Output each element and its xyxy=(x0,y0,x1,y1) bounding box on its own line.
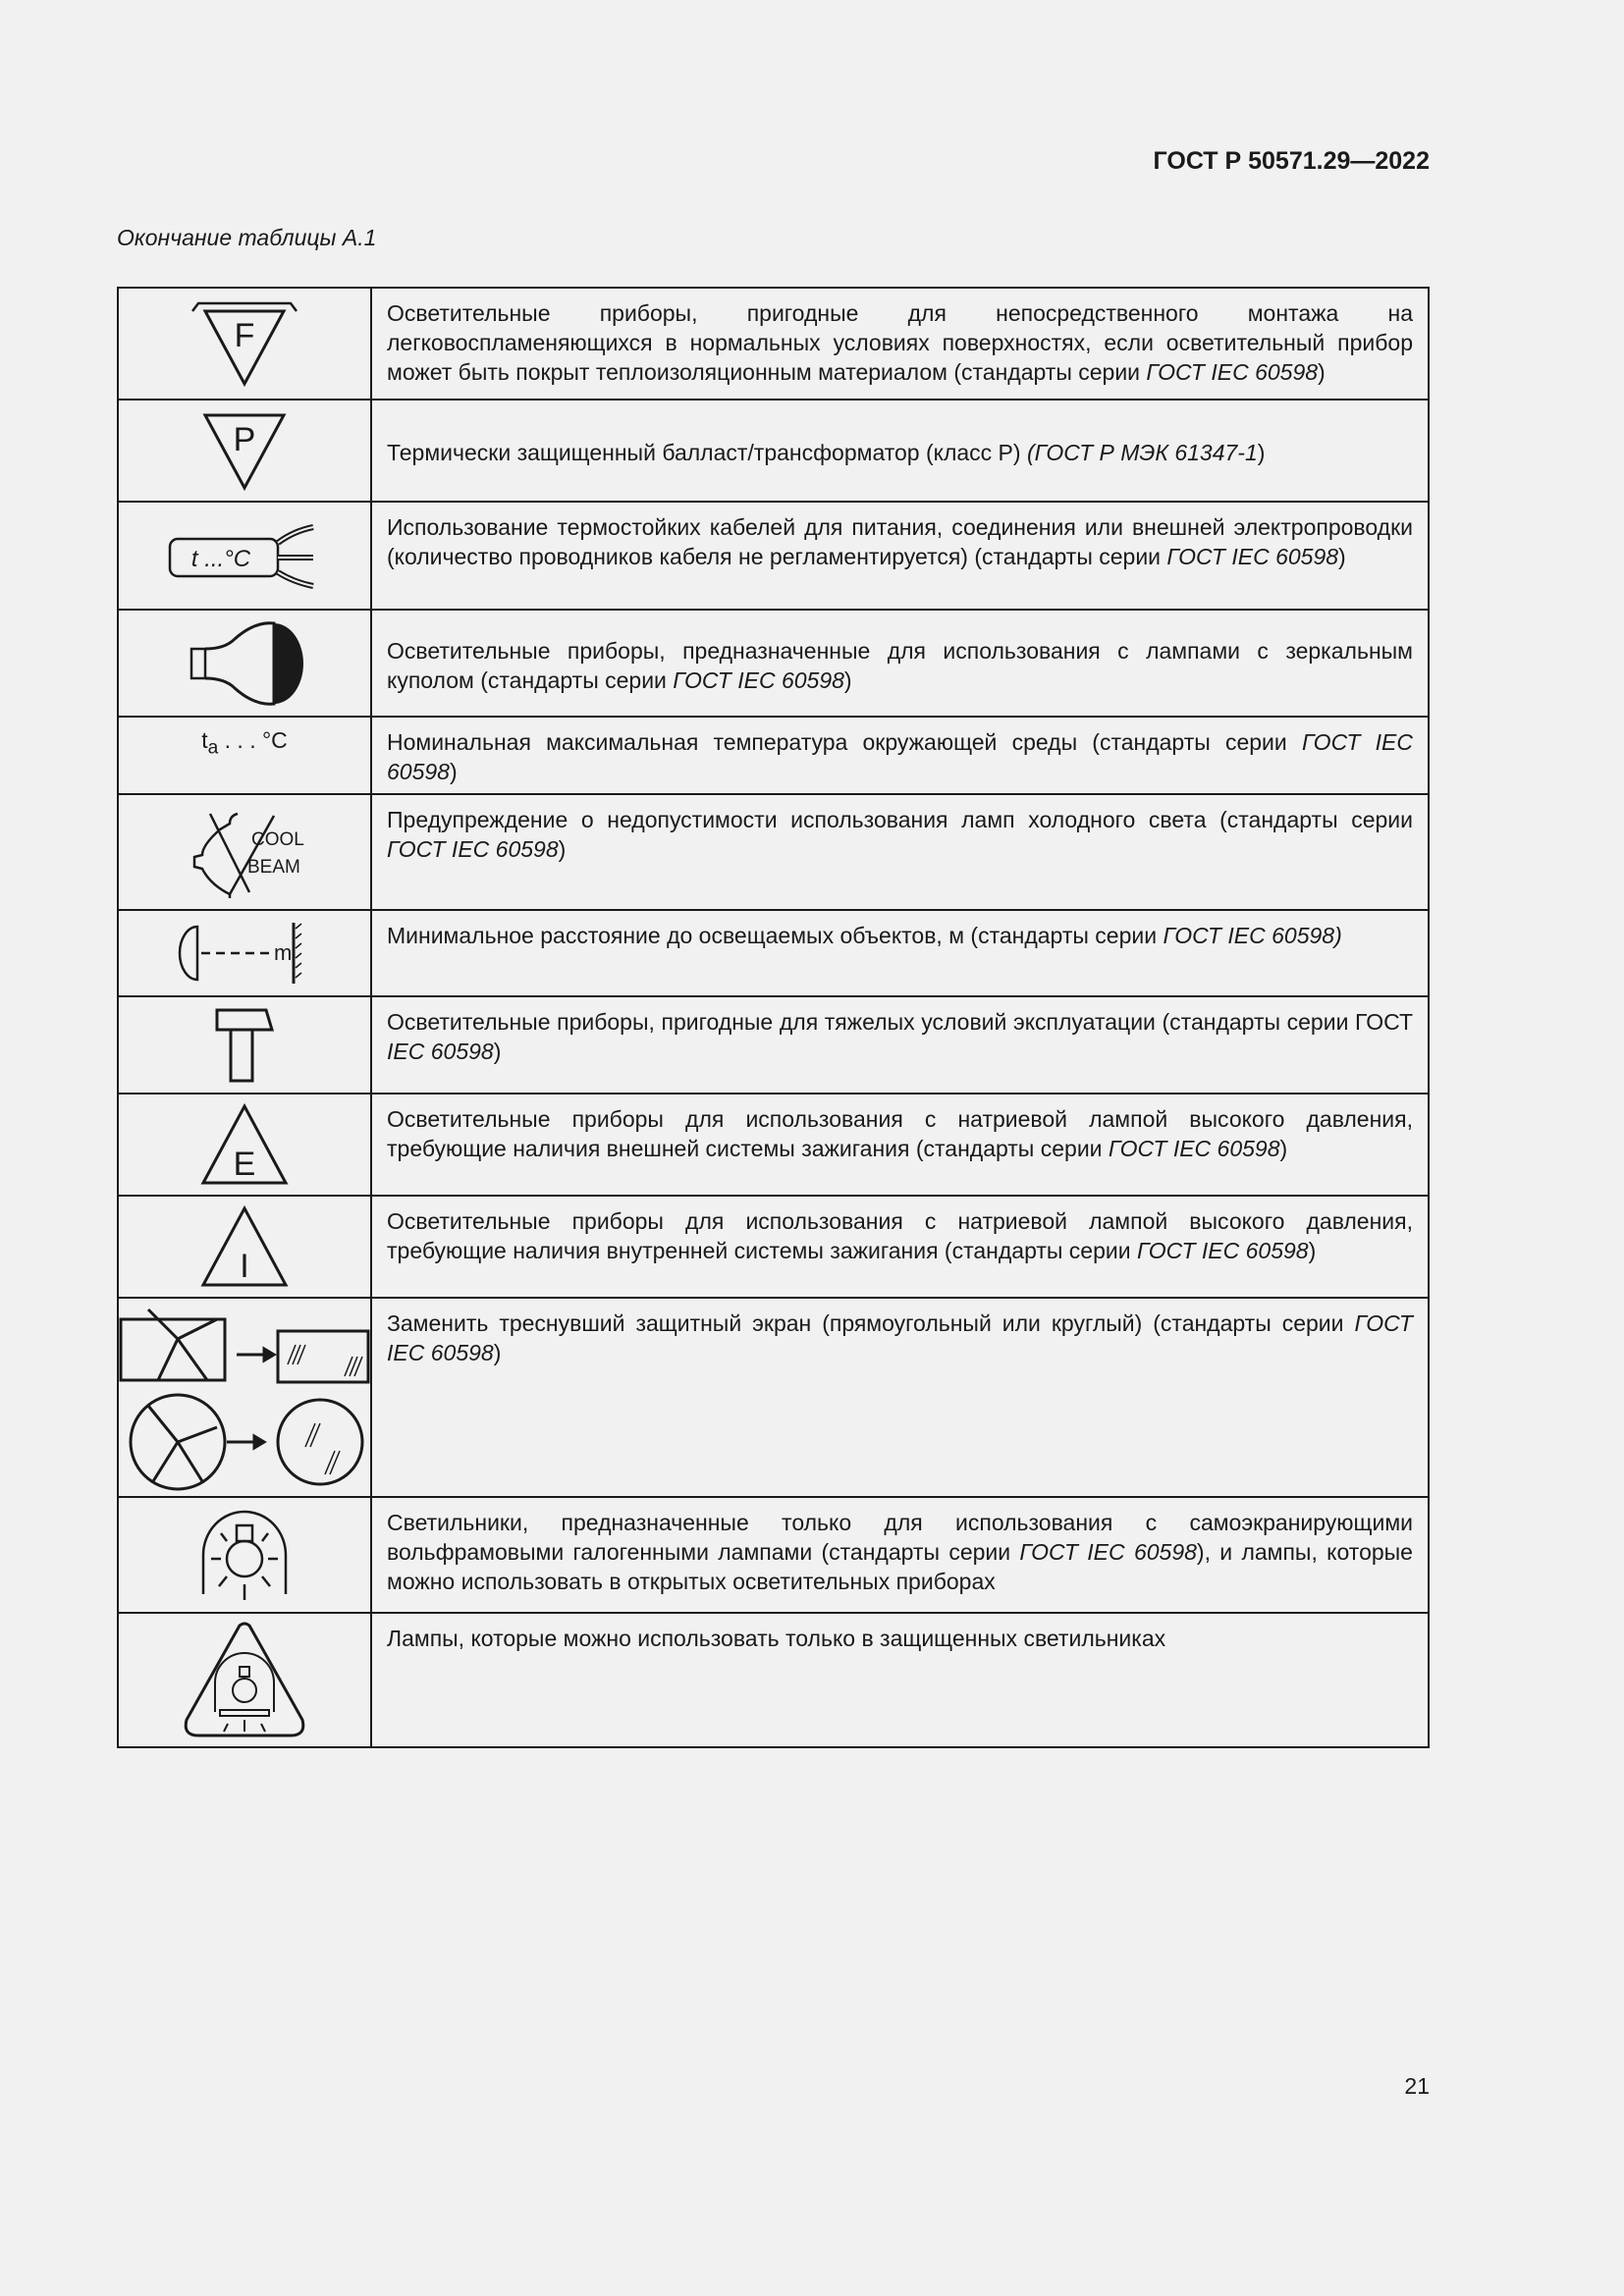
symbol-cell xyxy=(118,910,371,996)
standard-reference: ГОСТ IEC 60598 xyxy=(1136,1238,1309,1263)
mirror-dome-lamp-icon xyxy=(176,619,313,708)
minimum-distance-icon xyxy=(176,919,313,988)
description-text: Лампы, которые можно использовать только в защищенных светильниках xyxy=(387,1626,1166,1651)
svg-text:I: I xyxy=(240,1248,249,1285)
description-cell xyxy=(371,1497,1429,1613)
description-cell xyxy=(371,1298,1429,1497)
description-text: Термически защищенный балласт/трансформатор (класс Р) xyxy=(387,440,1027,465)
symbol-cell xyxy=(118,288,371,400)
symbol-cell xyxy=(118,717,371,794)
table-row xyxy=(118,502,1429,610)
flammable-surface-f-icon xyxy=(181,299,308,388)
symbol-cell xyxy=(118,794,371,910)
description-text: ) xyxy=(1318,359,1326,385)
description-text: ) xyxy=(493,1340,502,1365)
table-row xyxy=(118,717,1429,794)
standard-reference: ГОСТ IEC 60598 xyxy=(1146,359,1319,385)
standard-reference: ГОСТ IEC 60598 xyxy=(387,836,559,862)
description-text: ) xyxy=(449,759,458,784)
symbol-cell xyxy=(118,1094,371,1196)
description-cell xyxy=(371,288,1429,400)
description-text: ) xyxy=(558,836,567,862)
self-shielded-halogen-lamp-icon xyxy=(195,1506,294,1604)
description-text: Осветительные приборы, пригодные для непосредственного монтажа на легковоспламеняющихся в нормальных условиях поверхностях, если осветительный прибор может быть покрыт теплоизоляционным материалом (стандарты серии xyxy=(387,300,1413,385)
table-row xyxy=(118,1196,1429,1298)
symbols-table xyxy=(117,287,1430,1748)
standard-reference: ГОСТ IEC 60598 xyxy=(387,729,1413,784)
symbol-cell xyxy=(118,1613,371,1747)
standard-reference: ГОСТ IEC 60598) xyxy=(1163,923,1342,948)
svg-text:E: E xyxy=(233,1146,256,1183)
standard-reference: ГОСТ IEC 60598 xyxy=(673,667,844,693)
table-row xyxy=(118,996,1429,1094)
description-cell xyxy=(371,1613,1429,1747)
description-text: Использование термостойких кабелей для питания, соединения или внешней электропроводки (количество проводников кабеля не регламентируется) (стандарты серии xyxy=(387,514,1413,569)
svg-text:t ...°C: t ...°C xyxy=(190,546,251,572)
description-text: ) xyxy=(1279,1136,1288,1161)
svg-text:F: F xyxy=(234,317,255,354)
symbol-cell xyxy=(118,1196,371,1298)
description-text: ) xyxy=(1338,544,1346,569)
protected-luminaire-only-icon xyxy=(181,1622,308,1739)
description-text: ) xyxy=(1308,1238,1317,1263)
table-row xyxy=(118,910,1429,996)
standard-reference: ГОСТ IEC 60598 xyxy=(1019,1539,1197,1565)
description-text: ) xyxy=(1257,440,1266,465)
thermal-protection-p-icon xyxy=(195,411,294,490)
svg-text:P: P xyxy=(233,421,256,458)
svg-text:m: m xyxy=(274,940,293,965)
description-text: Осветительные приборы для использования с натриевой лампой высокого давления, требующие наличия внутренней системы зажигания (стандарты серии xyxy=(387,1208,1413,1263)
svg-text:COOL: COOL xyxy=(251,828,304,850)
table-row xyxy=(118,1298,1429,1497)
symbol-cell xyxy=(118,400,371,502)
table-row xyxy=(118,1613,1429,1747)
no-cool-beam-icon xyxy=(190,806,304,899)
description-cell xyxy=(371,996,1429,1094)
standard-reference: ГОСТ IEC 60598 xyxy=(387,1310,1413,1365)
description-cell xyxy=(371,400,1429,502)
description-cell xyxy=(371,717,1429,794)
standard-reference: IEC 60598 xyxy=(387,1039,494,1064)
description-text: Минимальное расстояние до освещаемых объектов, м (стандарты серии xyxy=(387,923,1164,948)
external-ignition-e-icon xyxy=(195,1102,294,1187)
description-text: Светильники, предназначенные только для использования с самоэкранирующими вольфрамовыми галогенными лампами (стандарты серии xyxy=(387,1510,1413,1565)
description-text: Номинальная максимальная температура окружающей среды (стандарты серии xyxy=(387,729,1302,755)
replace-cracked-shield-icon xyxy=(119,1300,370,1496)
table-row xyxy=(118,1094,1429,1196)
document-id: ГОСТ Р 50571.29—2022 xyxy=(1153,147,1430,175)
svg-text:BEAM: BEAM xyxy=(247,856,300,878)
description-text: Осветительные приборы, предназначенные для использования с лампами с зеркальным куполом (стандарты серии xyxy=(387,637,1413,693)
symbol-cell xyxy=(118,1497,371,1613)
description-cell xyxy=(371,502,1429,610)
table-row xyxy=(118,1497,1429,1613)
heat-resistant-cable-icon xyxy=(166,521,323,590)
description-cell xyxy=(371,610,1429,717)
description-text: Заменить треснувший защитный экран (прямоугольный или круглый) (стандарты серии xyxy=(387,1310,1355,1336)
description-text: ) xyxy=(843,667,852,693)
table-row xyxy=(118,400,1429,502)
table-row xyxy=(118,794,1429,910)
ambient-temperature-symbol: $t_a$ . . . °C xyxy=(201,727,288,759)
description-text: ) xyxy=(493,1039,502,1064)
standard-reference: (ГОСТ Р МЭК 61347-1 xyxy=(1026,440,1258,465)
table-row xyxy=(118,610,1429,717)
table-caption: Окончание таблицы А.1 xyxy=(117,225,377,250)
description-cell xyxy=(371,1094,1429,1196)
description-text: ), и лампы, которые можно использовать в открытых осветительных приборах xyxy=(387,1539,1413,1594)
rough-service-hammer-icon xyxy=(205,1006,284,1085)
standard-reference: ГОСТ IEC 60598 xyxy=(1108,1136,1280,1161)
description-text: Осветительные приборы, пригодные для тяжелых условий эксплуатации (стандарты серии ГОСТ xyxy=(387,1009,1413,1035)
standard-reference: ГОСТ IEC 60598 xyxy=(1166,544,1339,569)
symbol-cell xyxy=(118,1298,371,1497)
description-cell xyxy=(371,794,1429,910)
description-text: Осветительные приборы для использования с натриевой лампой высокого давления, требующие наличия внешней системы зажигания (стандарты серии xyxy=(387,1106,1413,1161)
description-cell xyxy=(371,910,1429,996)
page-number: 21 xyxy=(1404,2073,1430,2099)
symbol-cell xyxy=(118,610,371,717)
description-text: Предупреждение о недопустимости использования ламп холодного света (стандарты серии xyxy=(387,807,1413,832)
symbol-cell xyxy=(118,996,371,1094)
internal-ignition-i-icon xyxy=(195,1204,294,1289)
symbol-cell xyxy=(118,502,371,610)
table-row xyxy=(118,288,1429,400)
description-cell xyxy=(371,1196,1429,1298)
